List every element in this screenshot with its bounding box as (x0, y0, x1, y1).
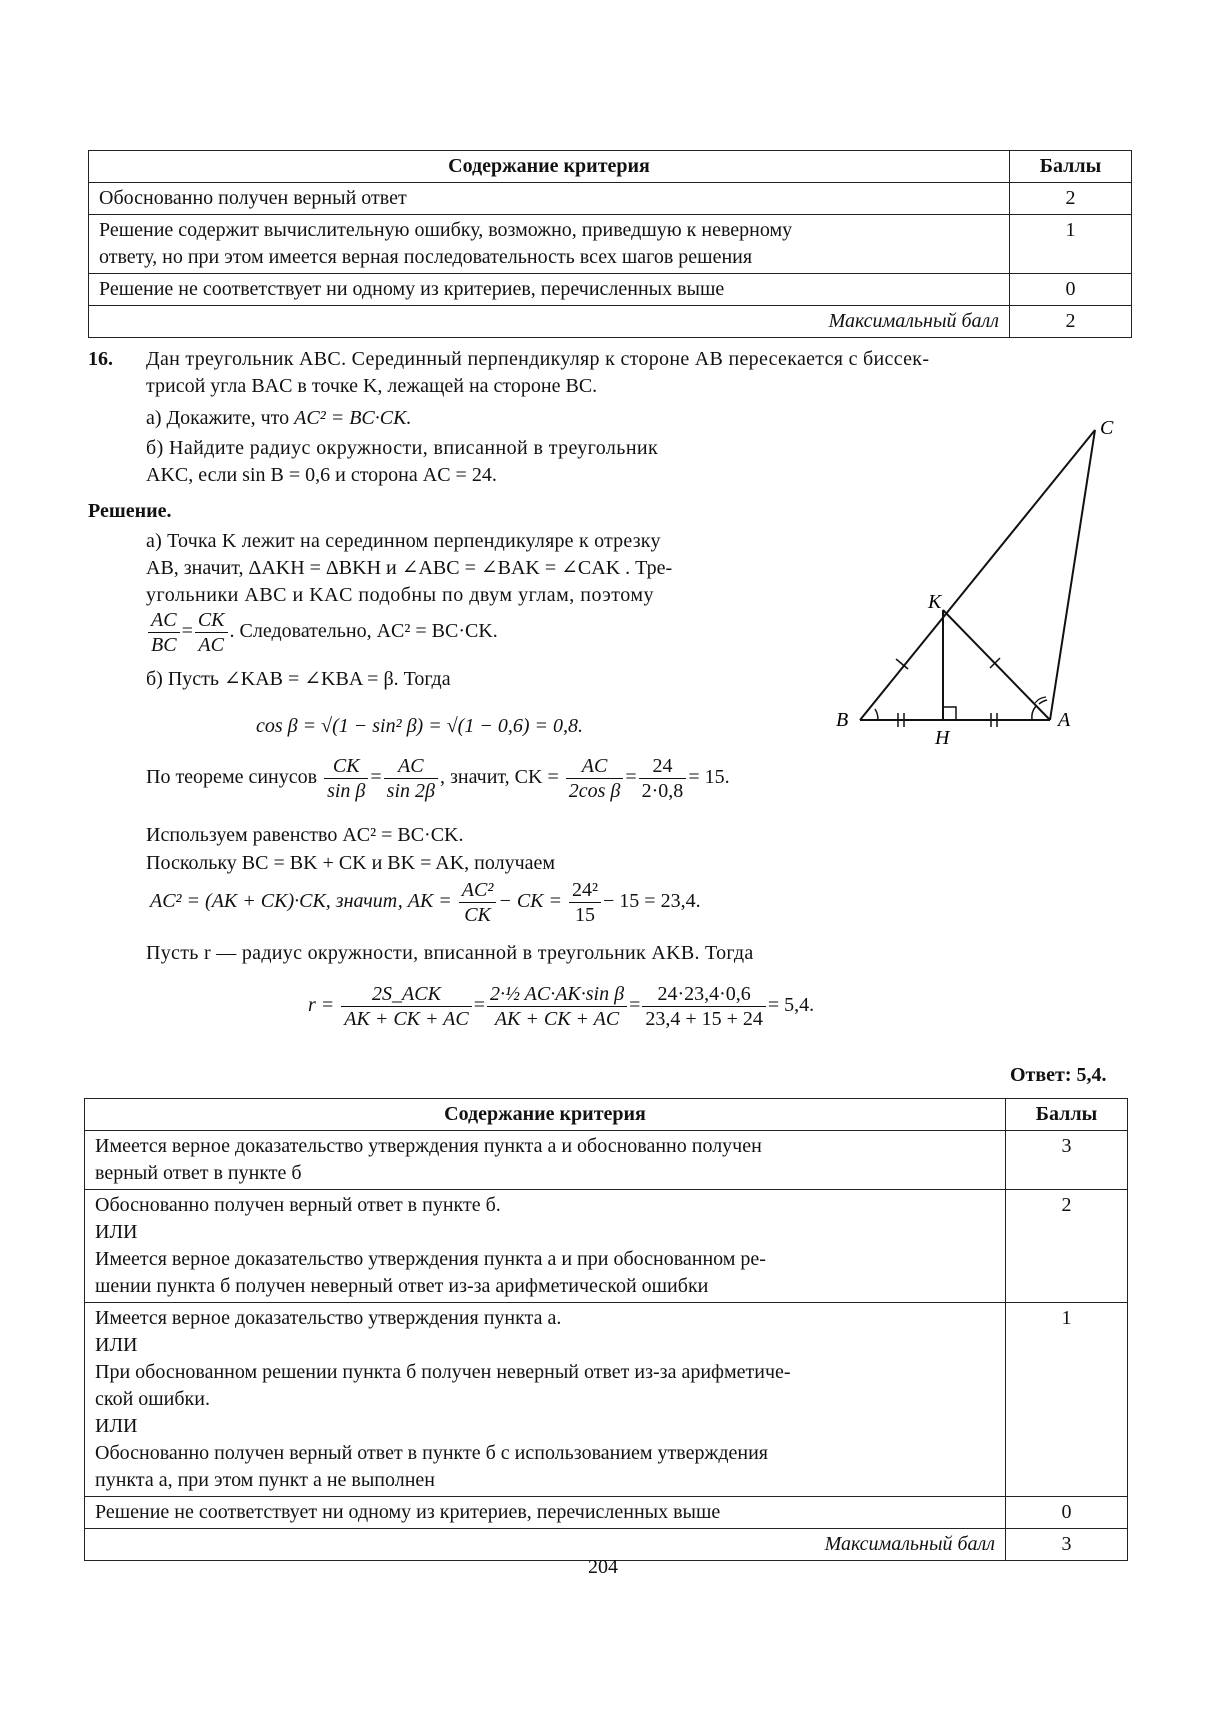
or-separator: ИЛИ (95, 1415, 138, 1437)
sine-result: = 15. (688, 766, 730, 789)
fraction: $\frac{\text{2·½ AC·AK·sin β}}{AK + CK + AC}$ (487, 982, 627, 1031)
criterion-points: 2 (1010, 183, 1132, 215)
fraction: $\frac{\text{24²}}{15}$ (569, 878, 601, 927)
header-criteria: Содержание критерия (89, 151, 1010, 183)
fraction: $\frac{CK}{AC}$ (195, 608, 228, 657)
fraction: $\frac{24\cdot 23,4\cdot 0,6}{23,4 + 15 + 24}$ (642, 982, 766, 1031)
use-equality-line: Используем равенство AC² = BC·CK. (146, 824, 464, 846)
solution-a-line1: а) Точка K лежит на серединном перпендикуляре к отрезку (146, 530, 661, 552)
solution-heading: Решение. (88, 500, 172, 522)
criterion-points: 1 (1010, 215, 1132, 274)
criterion-text-line: шении пункта б получен неверный ответ из-за арифметической ошибки (95, 1275, 709, 1297)
table-header (89, 151, 1132, 183)
criterion-points: 1 (1006, 1303, 1128, 1497)
criterion-text (85, 1303, 1006, 1497)
table-row (85, 1497, 1128, 1529)
sine-mid: , значит, CK = (439, 766, 559, 789)
table-row (89, 215, 1132, 274)
criterion-points: 0 (1006, 1497, 1128, 1529)
criteria-table-2 (84, 1098, 1128, 1561)
table-row-max (89, 306, 1132, 338)
criterion-text-line: Решение содержит вычислительную ошибку, возможно, приведшую к неверному (99, 219, 793, 241)
page-number: 204 (588, 1556, 618, 1578)
criterion-points: 0 (1010, 274, 1132, 306)
criterion-text: Решение не соответствует ни одному из критериев, перечисленных выше (85, 1497, 1006, 1529)
table-header (85, 1099, 1128, 1131)
side-ac (1050, 430, 1095, 720)
problem-part-a (146, 405, 411, 432)
criterion-text-line: ответу, но при этом имеется верная последовательность всех шагов решения (99, 246, 753, 268)
max-score-label: Максимальный балл (85, 1529, 1006, 1561)
solution-a-conclusion: . Следовательно, AC² = BC·CK. (229, 620, 498, 643)
criterion-text (85, 1190, 1006, 1303)
r-result: = 5,4. (767, 994, 815, 1017)
label-c: C (1100, 417, 1114, 439)
r-formula-line: r = $\frac{\text{2S\_ACK}}{AK + CK + AC}$ = $\frac{\text{2·½ AC·AK·sin β}}{AK + CK + AC}$ = $\frac{24\cdot 23,4\cdot 0,6}{23,4 + 15 + 24}$ = 5,4. (308, 983, 815, 1030)
part-a-text: а) Докажите, что (146, 407, 290, 429)
solution-a-line3: угольники ABC и KAC подобны по двум углам, поэтому (146, 584, 655, 606)
sine-theorem-prefix: По теореме синусов (146, 766, 318, 789)
fraction: $\frac{24}{2\cdot 0,8}$ (639, 754, 687, 803)
criterion-text-line: Имеется верное доказательство утверждения пункта а. (95, 1307, 562, 1329)
criterion-text (89, 215, 1010, 274)
right-angle-mark (943, 707, 956, 720)
criterion-text-line: верный ответ в пункте б (95, 1162, 302, 1184)
criterion-text-line: При обоснованном решении пункта б получен неверный ответ из-за арифметиче- (95, 1361, 791, 1383)
angle-mark-b (875, 709, 878, 720)
max-score-label: Максимальный балл (89, 306, 1010, 338)
or-separator: ИЛИ (95, 1334, 138, 1356)
label-h: H (935, 727, 950, 748)
max-score-points: 2 (1010, 306, 1132, 338)
label-b: B (836, 709, 849, 731)
header-points: Баллы (1010, 151, 1132, 183)
solution-a-proportion: $\frac{AC}{BC}$ = $\frac{CK}{AC}$ . Следовательно, AC² = BC·CK. (146, 608, 498, 657)
table-row (85, 1131, 1128, 1190)
fraction: $\frac{CK}{\text{sin β}}$ (324, 754, 368, 803)
criterion-text-line: пункта а, при этом пункт а не выполнен (95, 1469, 435, 1491)
criterion-text-line: Обоснованно получен верный ответ в пункте б. (95, 1194, 501, 1216)
criteria-table-1 (88, 150, 1132, 338)
problem-part-b-line1: б) Найдите радиус окружности, вписанной в треугольник (146, 437, 659, 459)
problem-part-b-line2: AKC, если sin B = 0,6 и сторона AC = 24. (146, 464, 497, 486)
part-a-formula: AC² = BC·CK. (294, 407, 412, 429)
ak-prefix: AC² = (AK + CK)·CK, значит, AK = (150, 890, 452, 913)
criterion-text-line: ской ошибки. (95, 1388, 210, 1410)
since-line: Поскольку BC = BK + CK и BK = AK, получаем (146, 852, 556, 874)
max-score-points: 3 (1006, 1529, 1128, 1561)
problem-statement-line1: Дан треугольник ABC. Серединный перпендикуляр к стороне AB пересекается с биссек- (146, 348, 930, 370)
label-k: K (928, 591, 942, 613)
sine-theorem-line: По теореме синусов $\frac{CK}{\text{sin β}}$ = $\frac{AC}{\sin 2\beta}$ , значит, CK = $\frac{AC}{\text{2cos β}}$ = $\frac{24}{2\cdot 0,8}$ = 15. (146, 755, 730, 802)
cos-formula: cos β = √(1 − sin² β) = √(1 − 0,6) = 0,8. (256, 715, 583, 737)
angle-mark-a2 (1039, 700, 1047, 704)
ak-formula-line (150, 878, 701, 927)
problem-statement-line2: трисой угла BAC в точке K, лежащей на стороне BC. (146, 375, 598, 397)
r-prefix: r = (308, 994, 335, 1017)
criterion-points: 3 (1006, 1131, 1128, 1190)
angle-mark-a1 (1032, 706, 1036, 720)
side-bc (860, 430, 1095, 720)
fraction: $\frac{AC}{BC}$ (148, 608, 180, 657)
fraction: $\frac{\text{2S\_ACK}}{AK + CK + AC}$ (341, 982, 471, 1031)
or-separator: ИЛИ (95, 1221, 138, 1243)
criterion-text (85, 1131, 1006, 1190)
solution-a-line2: AB, значит, ΔAKH = ΔBKH и ∠ABC = ∠BAK = ∠CAK . Тре- (146, 557, 673, 579)
criterion-text: Обоснованно получен верный ответ (89, 183, 1010, 215)
fraction: $\frac{\text{AC²}}{CK}$ (459, 878, 497, 927)
header-criteria: Содержание критерия (85, 1099, 1006, 1131)
table-row (89, 183, 1132, 215)
table-row (89, 274, 1132, 306)
criterion-text-line: Имеется верное доказательство утверждения пункта а и при обоснованном ре- (95, 1248, 766, 1270)
header-points: Баллы (1006, 1099, 1128, 1131)
r-intro-line: Пусть r — радиус окружности, вписанной в треугольник AKB. Тогда (146, 942, 754, 964)
table-row (85, 1190, 1128, 1303)
answer: Ответ: 5,4. (1010, 1064, 1107, 1086)
triangle-figure (830, 412, 1120, 748)
solution-b-line1: б) Пусть ∠KAB = ∠KBA = β. Тогда (146, 668, 451, 690)
ak-mid: − CK = (498, 890, 563, 913)
ak-result: − 15 = 23,4. (603, 890, 701, 913)
label-a: A (1058, 709, 1071, 731)
fraction: $\frac{AC}{\sin 2\beta}$ (384, 754, 438, 803)
criterion-points: 2 (1006, 1190, 1128, 1303)
criterion-text-line: Обоснованно получен верный ответ в пункте б с использованием утверждения (95, 1442, 768, 1464)
criterion-text: Решение не соответствует ни одному из критериев, перечисленных выше (89, 274, 1010, 306)
criterion-text-line: Имеется верное доказательство утверждения пункта а и обоснованно получен (95, 1135, 762, 1157)
fraction: $\frac{AC}{\text{2cos β}}$ (566, 754, 624, 803)
table-row (85, 1303, 1128, 1497)
segment-ak (943, 610, 1050, 720)
problem-number: 16. (88, 348, 113, 370)
